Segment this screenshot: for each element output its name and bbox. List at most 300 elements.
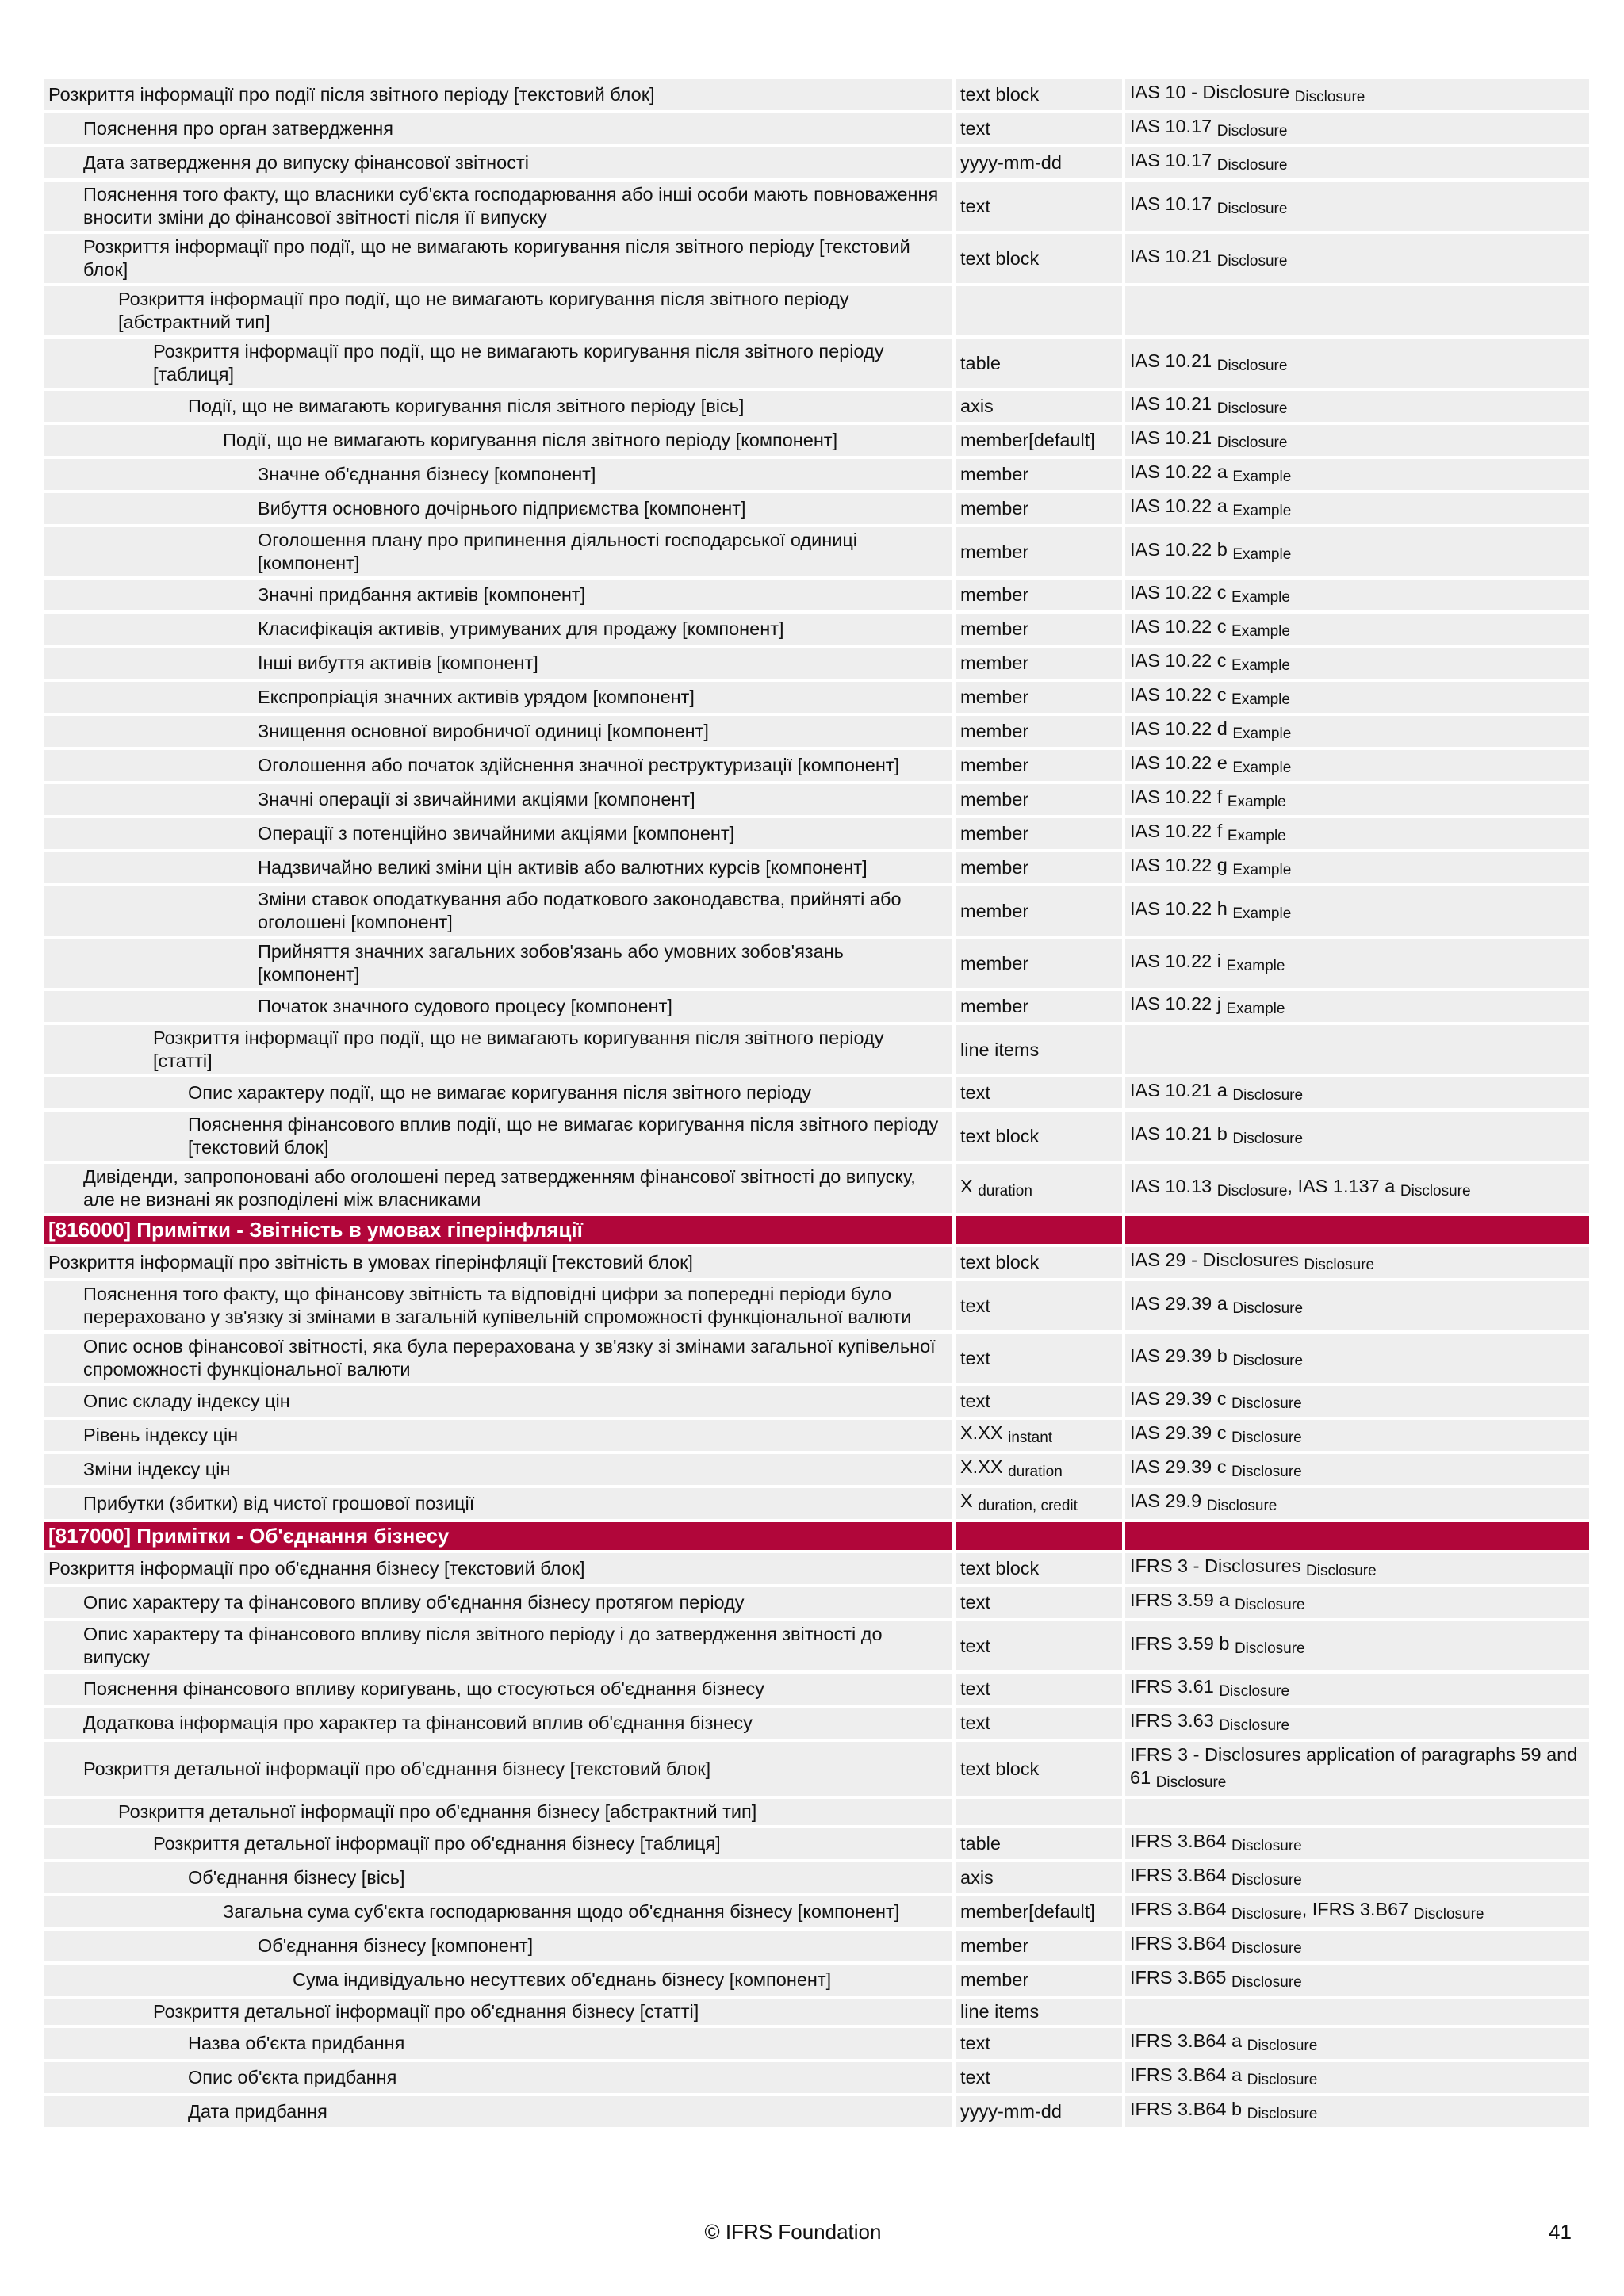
reference-kind: Disclosure xyxy=(1216,400,1288,417)
reference-text: IAS 10.22 g xyxy=(1130,855,1228,875)
element-type xyxy=(956,1674,1122,1705)
type-value: member xyxy=(960,900,1029,921)
type-value: text xyxy=(960,195,990,216)
type-value: text block xyxy=(960,247,1040,269)
element-label: Опис характеру та фінансового впливу після звітного періоду і до затвердження звітності до випуску xyxy=(44,1621,952,1670)
element-label: Пояснення фінансового впливу коригувань, що стосуються об'єднання бізнесу xyxy=(44,1674,952,1705)
element-reference xyxy=(1125,1454,1589,1485)
element-label: Дата затвердження до випуску фінансової звітності xyxy=(44,147,952,178)
reference-kind: Disclosure xyxy=(1304,1257,1375,1273)
element-label: Опис об'єкта придбання xyxy=(44,2062,952,2093)
element-label: Експропріація значних активів урядом [компонент] xyxy=(44,682,952,713)
reference-kind: Example xyxy=(1232,760,1292,776)
element-reference xyxy=(1125,1386,1589,1417)
section-header xyxy=(44,1522,1589,1550)
table-row xyxy=(44,113,1589,144)
element-type xyxy=(956,750,1122,781)
reference-text: IFRS 3.63 xyxy=(1130,1710,1214,1731)
reference-kind: Example xyxy=(1232,905,1292,922)
reference-text: IFRS 3.B64 xyxy=(1130,1933,1227,1954)
reference-kind: Disclosure xyxy=(1216,1182,1288,1200)
reference-text: IAS 10.22 a xyxy=(1130,496,1228,516)
element-label: Розкриття інформації про об'єднання бізнесу [текстовий блок] xyxy=(44,1553,952,1584)
type-value: member xyxy=(960,952,1029,974)
element-reference xyxy=(1125,939,1589,988)
reference-text: IAS 10 - Disclosure xyxy=(1130,82,1290,102)
element-type xyxy=(956,2062,1122,2093)
table-row xyxy=(44,493,1589,524)
type-value: member xyxy=(960,789,1029,809)
type-period: duration, credit xyxy=(978,1498,1078,1514)
element-type xyxy=(956,527,1122,576)
reference-text: IAS 10.22 b xyxy=(1130,538,1228,560)
table-row xyxy=(44,1386,1589,1417)
element-type xyxy=(956,1247,1122,1278)
element-reference xyxy=(1125,716,1589,747)
element-type xyxy=(956,1488,1122,1519)
element-reference xyxy=(1125,1799,1589,1825)
reference-text: IAS 10.22 f xyxy=(1130,821,1223,841)
element-label: Зміни ставок оподаткування або податкового законодавства, прийняті або оголошені [компонент] xyxy=(44,886,952,936)
element-reference xyxy=(1125,113,1589,144)
table-row xyxy=(44,1896,1589,1927)
element-label: Операції з потенційно звичайними акціями [компонент] xyxy=(44,818,952,849)
type-value: table xyxy=(960,1833,1001,1854)
reference-text: IAS 10.17 xyxy=(1130,116,1212,136)
table-row xyxy=(44,716,1589,747)
element-reference xyxy=(1125,1999,1589,2025)
type-period: duration xyxy=(1008,1464,1063,1480)
element-type xyxy=(956,818,1122,849)
table-row xyxy=(44,1077,1589,1108)
element-label: Знищення основної виробничої одиниці [компонент] xyxy=(44,716,952,747)
page-number: 41 xyxy=(1549,2220,1572,2244)
type-period: instant xyxy=(1008,1429,1053,1446)
table-row xyxy=(44,818,1589,849)
reference-text: IAS 29.39 c xyxy=(1130,1456,1227,1477)
table-row xyxy=(44,1931,1589,1961)
table-row xyxy=(44,648,1589,679)
reference-kind: Example xyxy=(1226,957,1285,974)
section-spacer xyxy=(1125,1522,1589,1550)
element-label: Розкриття інформації про звітність в умовах гіперінфляції [текстовий блок] xyxy=(44,1247,952,1278)
reference-kind: Disclosure xyxy=(1413,1906,1484,1923)
element-reference xyxy=(1125,339,1589,388)
reference-kind: Disclosure xyxy=(1219,1717,1290,1734)
element-label: Розкриття детальної інформації про об'єднання бізнесу [таблиця] xyxy=(44,1828,952,1859)
reference-text: IAS 10.13 xyxy=(1130,1175,1212,1196)
reference-text: IFRS 3.B64 xyxy=(1130,1899,1227,1919)
element-type xyxy=(956,391,1122,422)
element-reference xyxy=(1125,1488,1589,1519)
reference-kind: Disclosure xyxy=(1231,1940,1302,1957)
element-type xyxy=(956,1799,1122,1825)
reference-kind: Disclosure xyxy=(1247,2038,1318,2054)
element-type xyxy=(956,716,1122,747)
reference-text: IAS 10.21 xyxy=(1130,350,1212,371)
element-reference xyxy=(1125,784,1589,815)
reference-text: IFRS 3.B64 a xyxy=(1130,2064,1243,2085)
element-label: Розкриття інформації про події, що не вимагають коригування після звітного періоду [статті] xyxy=(44,1025,952,1074)
reference-kind: Disclosure xyxy=(1247,2072,1318,2088)
element-reference xyxy=(1125,852,1589,883)
element-reference xyxy=(1125,2096,1589,2127)
type-value: member xyxy=(960,1969,1029,1990)
table-row xyxy=(44,1621,1589,1670)
reference-text: IAS 29.9 xyxy=(1130,1490,1202,1511)
table-row xyxy=(44,1420,1589,1451)
reference-text: IFRS 3.B67 xyxy=(1312,1899,1409,1919)
element-label: Інші вибуття активів [компонент] xyxy=(44,648,952,679)
element-label: Вибуття основного дочірнього підприємства [компонент] xyxy=(44,493,952,524)
element-reference xyxy=(1125,750,1589,781)
element-type xyxy=(956,1896,1122,1927)
table-row xyxy=(44,1965,1589,1996)
element-label: Опис характеру події, що не вимагає коригування після звітного періоду xyxy=(44,1077,952,1108)
element-label: Розкриття детальної інформації про об'єднання бізнесу [текстовий блок] xyxy=(44,1742,952,1796)
element-type xyxy=(956,182,1122,231)
element-reference xyxy=(1125,182,1589,231)
type-value: yyyy-mm-dd xyxy=(960,152,1062,173)
type-value: member xyxy=(960,584,1029,605)
element-reference xyxy=(1125,1587,1589,1618)
element-type xyxy=(956,1164,1122,1213)
element-type xyxy=(956,784,1122,815)
reference-text: IAS 10.21 a xyxy=(1130,1080,1228,1100)
type-value: member xyxy=(960,652,1029,673)
taxonomy-table-body xyxy=(44,79,1589,2127)
table-row xyxy=(44,391,1589,422)
reference-kind: Disclosure xyxy=(1216,157,1288,174)
reference-text: IAS 10.22 e xyxy=(1130,752,1228,773)
type-value: text xyxy=(960,1295,990,1316)
element-type xyxy=(956,286,1122,335)
type-value: member xyxy=(960,857,1029,878)
type-value: member[default] xyxy=(960,1901,1095,1922)
table-row xyxy=(44,1708,1589,1739)
table-row xyxy=(44,682,1589,713)
table-row xyxy=(44,1862,1589,1893)
reference-kind: Example xyxy=(1231,691,1290,708)
element-label: Розкриття детальної інформації про об'єднання бізнесу [статті] xyxy=(44,1999,952,2025)
element-label: Пояснення того факту, що власники суб'єкта господарювання або інші особи мають повноваження вносити зміни до фінансової звітності після її випуску xyxy=(44,182,952,231)
reference-text: IFRS 3.59 b xyxy=(1130,1632,1230,1654)
reference-text: IAS 10.22 c xyxy=(1130,616,1227,637)
reference-kind: Disclosure xyxy=(1231,1395,1302,1412)
element-label: Зміни індексу цін xyxy=(44,1454,952,1485)
element-reference xyxy=(1125,648,1589,679)
reference-text: IAS 10.21 xyxy=(1130,245,1212,266)
element-reference xyxy=(1125,1112,1589,1161)
element-label: Розкриття інформації про події після звітного періоду [текстовий блок] xyxy=(44,79,952,110)
element-label: Події, що не вимагають коригування після звітного періоду [компонент] xyxy=(44,425,952,456)
table-row xyxy=(44,339,1589,388)
table-row xyxy=(44,2096,1589,2127)
reference-kind: Disclosure xyxy=(1206,1498,1277,1514)
element-reference xyxy=(1125,2062,1589,2093)
element-type xyxy=(956,886,1122,936)
element-label: Розкриття детальної інформації про об'єднання бізнесу [абстрактний тип] xyxy=(44,1799,952,1825)
element-label: Опис складу індексу цін xyxy=(44,1386,952,1417)
element-type xyxy=(956,939,1122,988)
type-value: X.XX xyxy=(960,1456,1003,1477)
type-value: X xyxy=(960,1490,973,1511)
element-label: Об'єднання бізнесу [компонент] xyxy=(44,1931,952,1961)
element-reference xyxy=(1125,1708,1589,1739)
reference-text: IFRS 3.61 xyxy=(1130,1676,1214,1697)
table-row xyxy=(44,939,1589,988)
table-row xyxy=(44,1454,1589,1485)
table-row xyxy=(44,425,1589,456)
element-type xyxy=(956,1999,1122,2025)
element-reference xyxy=(1125,1077,1589,1108)
element-reference xyxy=(1125,459,1589,490)
type-value: text xyxy=(960,1347,990,1368)
reference-kind: Example xyxy=(1232,503,1292,519)
reference-text: IAS 10.22 c xyxy=(1130,650,1227,671)
type-value: member xyxy=(960,1935,1029,1956)
section-title: [816000] Примітки - Звітність в умовах гіперінфляції xyxy=(44,1216,952,1244)
reference-kind: Example xyxy=(1232,862,1292,878)
table-row xyxy=(44,1742,1589,1796)
reference-kind: Example xyxy=(1231,657,1290,674)
reference-kind: Disclosure xyxy=(1216,123,1288,140)
reference-kind: Disclosure xyxy=(1231,1464,1302,1480)
element-type xyxy=(956,614,1122,645)
element-type xyxy=(956,1386,1122,1417)
table-row xyxy=(44,1553,1589,1584)
element-type xyxy=(956,1708,1122,1739)
element-label: Дивіденди, запропоновані або оголошені перед затвердженням фінансової звітності до випуску, але не визнані як розподілені між власниками xyxy=(44,1164,952,1213)
element-reference xyxy=(1125,1334,1589,1383)
element-type xyxy=(956,147,1122,178)
element-reference xyxy=(1125,580,1589,610)
reference-text: IAS 10.21 b xyxy=(1130,1123,1228,1144)
reference-text: IAS 29.39 c xyxy=(1130,1422,1227,1443)
section-title: [817000] Примітки - Об'єднання бізнесу xyxy=(44,1522,952,1550)
reference-kind: Example xyxy=(1231,623,1290,640)
type-value: text xyxy=(960,1635,990,1656)
type-value: text xyxy=(960,2033,990,2053)
type-value: axis xyxy=(960,396,994,416)
element-type xyxy=(956,1742,1122,1796)
element-type xyxy=(956,459,1122,490)
element-reference xyxy=(1125,147,1589,178)
element-reference xyxy=(1125,1931,1589,1961)
element-type xyxy=(956,1077,1122,1108)
table-row xyxy=(44,79,1589,110)
element-label: Події, що не вимагають коригування після звітного періоду [вісь] xyxy=(44,391,952,422)
table-row xyxy=(44,234,1589,283)
element-reference xyxy=(1125,1965,1589,1996)
table-row xyxy=(44,1247,1589,1278)
reference-text: IAS 10.21 xyxy=(1130,427,1212,448)
element-type xyxy=(956,1828,1122,1859)
element-label: Початок значного судового процесу [компонент] xyxy=(44,991,952,1022)
element-label: Розкриття інформації про події, що не вимагають коригування після звітного періоду [абстрактний тип] xyxy=(44,286,952,335)
element-label: Пояснення того факту, що фінансову звітність та відповідні цифри за попередні періоди було перераховано у зв'язку зі змінами в загальній купівельній спроможності функціональної валюти xyxy=(44,1281,952,1330)
table-row xyxy=(44,182,1589,231)
reference-kind: Disclosure xyxy=(1294,89,1365,105)
table-row xyxy=(44,1334,1589,1383)
table-row xyxy=(44,147,1589,178)
element-reference xyxy=(1125,614,1589,645)
type-value: member xyxy=(960,464,1029,484)
type-value: member xyxy=(960,618,1029,639)
reference-kind: Disclosure xyxy=(1232,1352,1304,1369)
reference-kind: Disclosure xyxy=(1234,1597,1305,1613)
element-type xyxy=(956,1931,1122,1961)
table-row xyxy=(44,1112,1589,1161)
element-reference: IFRS 3.B64 $_{Disclosure}$, IFRS 3.B67 $_{Disclosure}$ xyxy=(1125,1896,1589,1927)
table-row xyxy=(44,286,1589,335)
type-value: member xyxy=(960,687,1029,707)
reference-kind: Disclosure xyxy=(1234,1640,1305,1657)
element-label: Класифікація активів, утримуваних для продажу [компонент] xyxy=(44,614,952,645)
table-row xyxy=(44,2028,1589,2059)
taxonomy-table xyxy=(40,76,1592,2130)
element-label: Прийняття значних загальних зобов'язань або умовних зобов'язань [компонент] xyxy=(44,939,952,988)
element-type xyxy=(956,682,1122,713)
reference-kind: Example xyxy=(1232,469,1292,485)
element-reference xyxy=(1125,527,1589,576)
element-reference xyxy=(1125,682,1589,713)
reference-kind: Example xyxy=(1232,545,1292,563)
section-header xyxy=(44,1216,1589,1244)
type-value: text xyxy=(960,118,990,139)
type-value: text block xyxy=(960,1758,1040,1779)
table-row xyxy=(44,1164,1589,1213)
reference-kind: Disclosure xyxy=(1247,2106,1318,2122)
element-type xyxy=(956,1025,1122,1074)
type-value: member xyxy=(960,541,1029,562)
table-row xyxy=(44,1828,1589,1859)
type-value: member xyxy=(960,721,1029,741)
element-reference xyxy=(1125,1742,1589,1796)
type-value: axis xyxy=(960,1867,994,1888)
element-reference xyxy=(1125,1247,1589,1278)
element-reference xyxy=(1125,234,1589,283)
reference-text: IAS 10.17 xyxy=(1130,193,1212,214)
type-value: line items xyxy=(960,1039,1040,1060)
reference-kind: Disclosure xyxy=(1216,357,1288,374)
element-type xyxy=(956,113,1122,144)
element-label: Значні придбання активів [компонент] xyxy=(44,580,952,610)
element-reference xyxy=(1125,79,1589,110)
reference-text: IFRS 3.59 a xyxy=(1130,1590,1230,1610)
element-label: Загальна сума суб'єкта господарювання щодо об'єднання бізнесу [компонент] xyxy=(44,1896,952,1927)
reference-kind: Disclosure xyxy=(1232,1087,1304,1104)
element-type xyxy=(956,1112,1122,1161)
reference-kind: Example xyxy=(1232,725,1292,742)
reference-kind: Disclosure xyxy=(1216,252,1288,270)
footer-copyright: © IFRS Foundation xyxy=(704,2220,882,2244)
reference-text: IFRS 3.B64 a xyxy=(1130,2030,1243,2051)
table-row xyxy=(44,1488,1589,1519)
type-period: duration xyxy=(978,1182,1032,1200)
reference-text: IFRS 3 - Disclosures xyxy=(1130,1556,1301,1576)
table-row xyxy=(44,459,1589,490)
type-value: member[default] xyxy=(960,430,1095,450)
element-type xyxy=(956,2096,1122,2127)
element-reference xyxy=(1125,886,1589,936)
element-reference xyxy=(1125,1553,1589,1584)
type-value: text block xyxy=(960,1558,1040,1578)
table-row xyxy=(44,580,1589,610)
element-label: Дата придбання xyxy=(44,2096,952,2127)
reference-kind: Example xyxy=(1227,794,1286,810)
table-row xyxy=(44,886,1589,936)
reference-kind: Disclosure xyxy=(1231,1838,1302,1854)
reference-text: IAS 10.22 d xyxy=(1130,718,1228,739)
reference-text: IAS 10.22 c xyxy=(1130,582,1227,603)
type-value: text block xyxy=(960,1252,1040,1272)
element-type xyxy=(956,991,1122,1022)
reference-text: IAS 10.22 h xyxy=(1130,897,1228,919)
table-row xyxy=(44,1674,1589,1705)
table-row xyxy=(44,1999,1589,2025)
type-value: text xyxy=(960,1678,990,1699)
element-type xyxy=(956,1281,1122,1330)
element-type xyxy=(956,1621,1122,1670)
element-label: Розкриття інформації про події, що не вимагають коригування після звітного періоду [таблиця] xyxy=(44,339,952,388)
element-type xyxy=(956,1862,1122,1893)
table-row xyxy=(44,527,1589,576)
element-reference xyxy=(1125,493,1589,524)
element-reference xyxy=(1125,391,1589,422)
element-label: Назва об'єкта придбання xyxy=(44,2028,952,2059)
table-row xyxy=(44,614,1589,645)
reference-kind: Disclosure xyxy=(1216,200,1288,217)
table-row xyxy=(44,1025,1589,1074)
element-reference xyxy=(1125,1862,1589,1893)
type-value: text xyxy=(960,1712,990,1733)
reference-kind: Example xyxy=(1226,1001,1285,1017)
element-label: Оголошення плану про припинення діяльності господарської одиниці [компонент] xyxy=(44,527,952,576)
reference-text: IAS 29 - Disclosures xyxy=(1130,1249,1299,1270)
reference-text: IAS 10.17 xyxy=(1130,150,1212,170)
element-reference xyxy=(1125,818,1589,849)
reference-text: IAS 1.137 a xyxy=(1297,1175,1396,1196)
reference-text: IFRS 3.B64 b xyxy=(1130,2099,1243,2119)
element-type xyxy=(956,580,1122,610)
element-type xyxy=(956,1553,1122,1584)
element-type xyxy=(956,1587,1122,1618)
reference-text: IAS 10.22 i xyxy=(1130,950,1221,971)
table-row xyxy=(44,1281,1589,1330)
element-label: Опис основ фінансової звітності, яка була перерахована у зв'язку зі змінами загальної купівельної спроможності функціональної валюти xyxy=(44,1334,952,1383)
element-reference xyxy=(1125,425,1589,456)
element-type xyxy=(956,2028,1122,2059)
reference-text: IFRS 3.B64 xyxy=(1130,1831,1227,1851)
element-label: Додаткова інформація про характер та фінансовий вплив об'єднання бізнесу xyxy=(44,1708,952,1739)
element-reference xyxy=(1125,1621,1589,1670)
element-label: Прибутки (збитки) від чистої грошової позиції xyxy=(44,1488,952,1519)
reference-text: IAS 10.22 j xyxy=(1130,993,1221,1014)
type-value: text xyxy=(960,1082,990,1103)
element-reference: IAS 10.13 $_{Disclosure}$, IAS 1.137 a $_{Disclosure}$ xyxy=(1125,1164,1589,1213)
element-type xyxy=(956,79,1122,110)
element-reference xyxy=(1125,1420,1589,1451)
element-reference xyxy=(1125,1281,1589,1330)
element-type xyxy=(956,339,1122,388)
reference-text: IFRS 3 - Disclosures application of paragraphs 59 and 61 xyxy=(1130,1744,1578,1788)
element-type xyxy=(956,493,1122,524)
element-label: Розкриття інформації про події, що не вимагають коригування після звітного періоду [текстовий блок] xyxy=(44,234,952,283)
element-type xyxy=(956,1334,1122,1383)
element-type xyxy=(956,1454,1122,1485)
element-label: Об'єднання бізнесу [вісь] xyxy=(44,1862,952,1893)
